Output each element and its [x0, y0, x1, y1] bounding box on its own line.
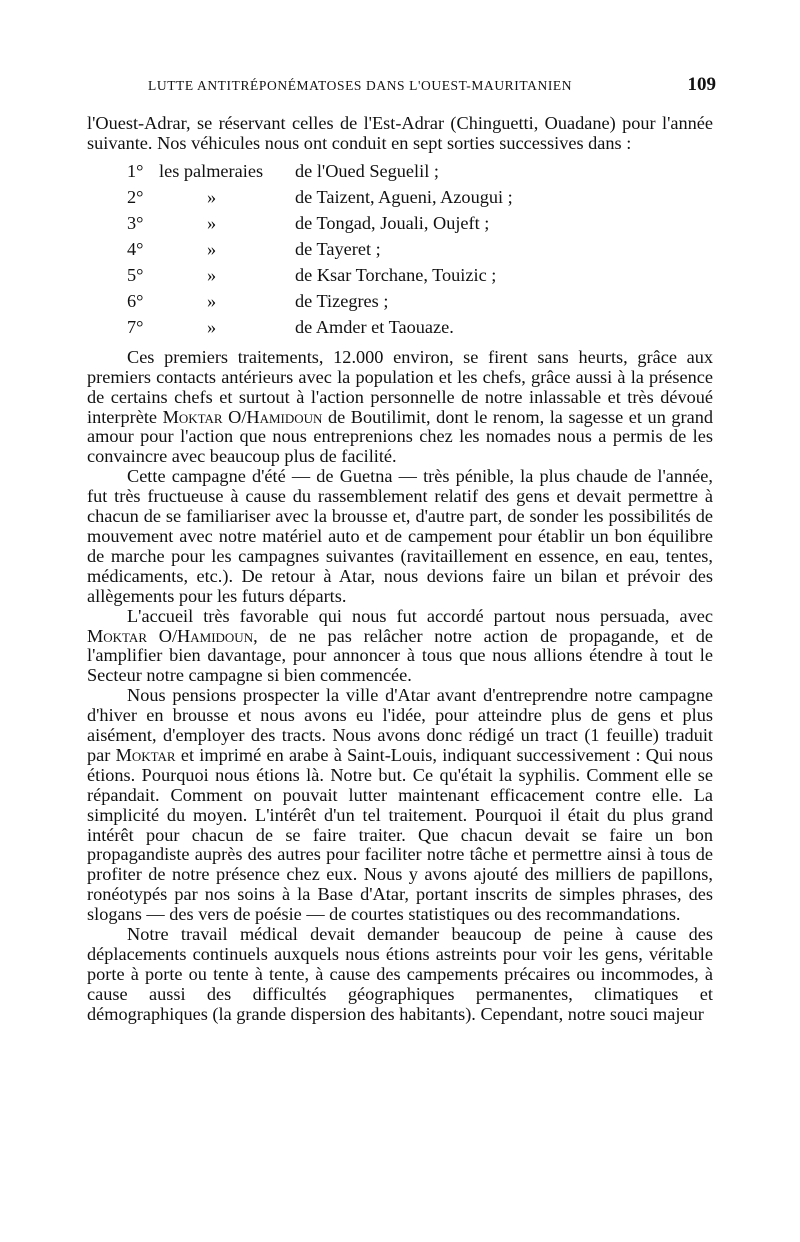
- list-item-place: de l'Oued Seguelil ;: [295, 160, 439, 181]
- ditto-mark: »: [207, 290, 217, 311]
- list-item: [87, 238, 713, 264]
- interpreter-name: Moktar O/Hamidoun: [87, 625, 254, 646]
- paragraph-tract: [87, 686, 713, 925]
- list-item-place: de Tayeret ;: [295, 238, 381, 259]
- interpreter-name: Moktar O/Hamidoun: [162, 406, 323, 427]
- list-item-place: de Ksar Torchane, Touizic ;: [295, 264, 497, 285]
- list-item-number: 2°: [127, 186, 144, 207]
- paragraph-welcome: [87, 607, 713, 687]
- list-item-place: de Taizent, Agueni, Azougui ;: [295, 186, 513, 207]
- list-item: [87, 264, 713, 290]
- list-item-number: 6°: [127, 290, 144, 311]
- list-item-lead: les palmeraies: [159, 160, 264, 181]
- interpreter-name: Moktar: [115, 744, 176, 765]
- running-head: [88, 74, 716, 98]
- list-item-number: 3°: [127, 212, 144, 233]
- text-run: , de ne pas relâcher notre action de propagande, et de l'amplifier bien davantage, pour annoncer à tous que nous allions étendre à tout le Secteur notre campagne si bien commencée.: [87, 625, 714, 686]
- text-run: L'accueil très favorable qui nous fut accordé partout nous persuada, avec: [127, 605, 713, 626]
- list-item-number: 1°: [127, 160, 144, 181]
- paragraph-medical-work: Notre travail médical devait demander beaucoup de peine à cause des déplacements continuels auxquels nous étions astreints pour voir les gens, véritable porte à porte ou tente à tente, à cause des campements précaires ou incommodes, à cause aussi des difficultés géographiques permanentes, climatiques et démographiques (la grande dispersion des habitants). Cependant, notre souci majeur: [87, 924, 713, 1024]
- text-run: Nous pensions prospecter la ville d'Atar avant d'entreprendre notre campagne d'hiver en brousse et nous avons eu l'idée, pour atteindre plus de gens et plus aisément, d'employer des tracts. Nous avons donc rédigé un tract (1 feuille) traduit par: [87, 685, 713, 765]
- list-item: [87, 186, 713, 212]
- sorties-list: [87, 160, 713, 342]
- list-item-place: de Tongad, Jouali, Oujeft ;: [295, 212, 490, 233]
- list-item: [87, 212, 713, 238]
- text-run: et imprimé en arabe à Saint-Louis, indiquant successivement : Qui nous étions. Pourquoi nous étions là. Notre but. Ce qu'était la syphilis. Comment elle se répandait. Comment on pouvait lutter maintenant efficacement contre elle. La simplicité du moyen. L'intérêt d'un tel traitement. Pourquoi il était du plus grand intérêt pour chacun de se faire traiter. Que chacun devait se faire un bon propagandiste auprès des autres pour faciliter notre tâche et permettre ainsi à tous de profiter de notre présence chez eux. Nous y avons ajouté des milliers de papillons, ronéotypés par nos soins à la Base d'Atar, portant inscrits de simples phrases, des slogans — des vers de poésie — de courtes statistiques ou des recommandations.: [87, 744, 714, 925]
- list-item-number: 4°: [127, 238, 144, 259]
- paragraph-summer-campaign: Cette campagne d'été — de Guetna — très pénible, la plus chaude de l'année, fut très fructueuse à cause du rassemblement relatif des gens et devait permettre à chacun de se familiariser avec la brousse et, d'autre part, de sonder les possibilités de mouvement avec notre matériel auto et de campement pour établir un bon équilibre de marche pour les campagnes suivantes (ravitaillement en essence, en eau, tentes, médicaments, etc.). De retour à Atar, nous devions faire un bilan et prévoir des allègements pour les futurs départs.: [87, 466, 713, 606]
- list-item-number: 7°: [127, 316, 144, 337]
- list-item: [87, 160, 713, 186]
- ditto-mark: »: [207, 186, 217, 207]
- list-item: [87, 290, 713, 316]
- body-text: [87, 114, 713, 1025]
- ditto-mark: »: [207, 264, 217, 285]
- ditto-mark: »: [207, 316, 217, 337]
- ditto-mark: »: [207, 238, 217, 259]
- list-item-place: de Tizegres ;: [295, 290, 389, 311]
- paragraph-treatments: [87, 348, 713, 467]
- list-item: [87, 316, 713, 342]
- page-number: 109: [687, 74, 716, 95]
- intro-paragraph: l'Ouest-Adrar, se réservant celles de l'Est-Adrar (Chinguetti, Ouadane) pour l'année suivante. Nos véhicules nous ont conduit en sept sorties successives dans :: [87, 113, 713, 153]
- text-run: Ces premiers traitements, 12.000 environ, se firent sans heurts, grâce aux premiers contacts antérieurs avec la population et les chefs, grâce aussi à la présence de certains chefs et surtout à l'action personnelle de notre inlassable et très dévoué interprète: [87, 346, 713, 427]
- running-title: LUTTE ANTITRÉPONÉMATOSES DANS L'OUEST-MAURITANIEN: [148, 78, 573, 93]
- list-item-place: de Amder et Taouaze.: [295, 316, 454, 337]
- text-run: de Boutilimit, dont le renom, la sagesse et un grand amour pour l'action que nous entreprenions chez les nomades nous a permis de les convaincre avec beaucoup plus de facilité.: [87, 406, 714, 467]
- list-item-number: 5°: [127, 264, 144, 285]
- ditto-mark: »: [207, 212, 217, 233]
